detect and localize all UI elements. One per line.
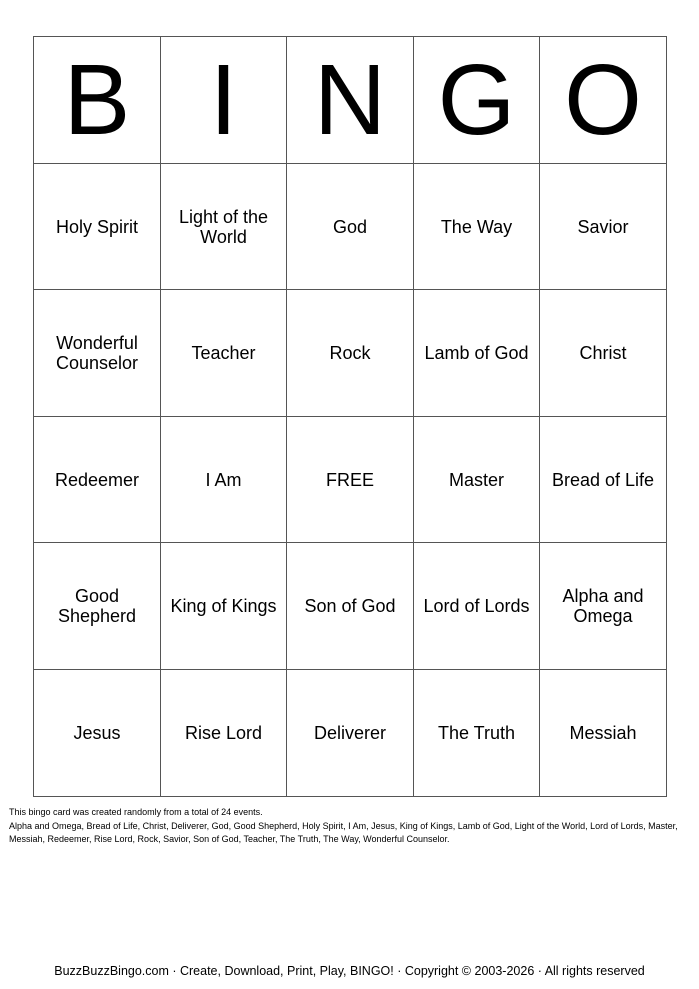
- bingo-card: [33, 36, 667, 797]
- bingo-row: [34, 290, 667, 417]
- bingo-cell: Wonderful Counselor: [34, 290, 161, 417]
- bingo-row: [34, 417, 667, 543]
- header-letter-i: I: [161, 37, 287, 164]
- bingo-cell: Redeemer: [34, 417, 161, 543]
- bingo-cell: Deliverer: [287, 670, 414, 797]
- bingo-cell: Lord of Lords: [414, 543, 540, 670]
- bingo-cell: Rise Lord: [161, 670, 287, 797]
- bingo-cell: King of Kings: [161, 543, 287, 670]
- bingo-cell: Alpha and Omega: [540, 543, 667, 670]
- bingo-cell: Bread of Life: [540, 417, 667, 543]
- card-event-list: Alpha and Omega, Bread of Life, Christ, Deliverer, God, Good Shepherd, Holy Spirit, I Am, Jesus, King of Kings, Lamb of God, Light of the World, Lord of Lords, Master, Messiah, Redeemer, Rise Lord, Rock, Savior, Son of God, Teacher, The Truth, The Way, Wonderful Counselor.: [9, 820, 678, 844]
- card-description-intro: This bingo card was created randomly from a total of 24 events.: [9, 807, 263, 817]
- header-letter-b: B: [34, 37, 161, 164]
- bingo-cell: Messiah: [540, 670, 667, 797]
- card-description: [9, 806, 689, 847]
- bingo-cell: God: [287, 164, 414, 290]
- bingo-cell: The Truth: [414, 670, 540, 797]
- bingo-cell: Lamb of God: [414, 290, 540, 417]
- bingo-cell: Master: [414, 417, 540, 543]
- bingo-cell: Christ: [540, 290, 667, 417]
- header-letter-g: G: [414, 37, 540, 164]
- bingo-cell: I Am: [161, 417, 287, 543]
- bingo-cell: Teacher: [161, 290, 287, 417]
- bingo-cell: Jesus: [34, 670, 161, 797]
- site-footer: BuzzBuzzBingo.com · Create, Download, Print, Play, BINGO! · Copyright © 2003-2026 · All rights reserved: [54, 964, 645, 978]
- bingo-cell: Light of the World: [161, 164, 287, 290]
- bingo-row: [34, 164, 667, 290]
- header-letter-o: O: [540, 37, 667, 164]
- bingo-header-row: [34, 37, 667, 164]
- header-letter-n: N: [287, 37, 414, 164]
- bingo-cell: Good Shepherd: [34, 543, 161, 670]
- bingo-cell: Son of God: [287, 543, 414, 670]
- bingo-row: [34, 543, 667, 670]
- bingo-cell: Holy Spirit: [34, 164, 161, 290]
- free-space-cell: FREE: [287, 417, 414, 543]
- bingo-cell: The Way: [414, 164, 540, 290]
- bingo-cell: Savior: [540, 164, 667, 290]
- bingo-cell: Rock: [287, 290, 414, 417]
- bingo-row: [34, 670, 667, 797]
